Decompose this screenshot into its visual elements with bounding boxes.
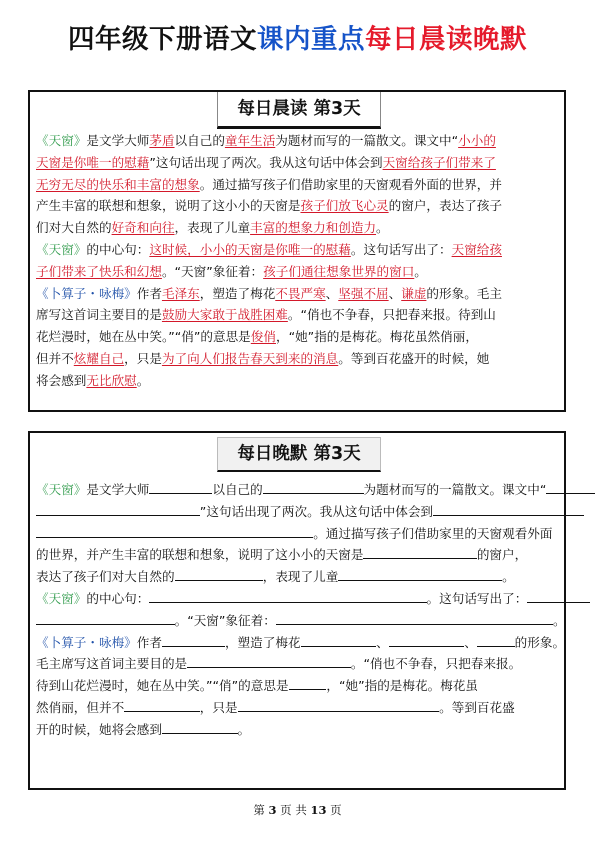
evening-text (36, 479, 566, 741)
text-segment: 。等到百花盛 (439, 699, 515, 715)
answer-highlight: 子们带来了快乐和幻想 (36, 263, 162, 279)
text-line (36, 174, 558, 196)
title-part-2: 课内重点 (257, 24, 365, 55)
text-segment: 。 (553, 612, 566, 628)
text-segment: ，表现了儿童 (174, 220, 251, 236)
text-segment: ”这句话出现了两次。我从这句话中体会到 (199, 503, 434, 519)
text-title-green: 《天窗》 (36, 133, 87, 148)
text-line (36, 326, 558, 348)
fill-in-blank[interactable] (338, 566, 502, 581)
text-title-blue: 《卜算子・咏梅》 (36, 285, 137, 301)
text-segment: 席写这首词主要目的是 (36, 307, 162, 323)
answer-highlight: 童年生活 (224, 133, 276, 148)
text-segment: 毛主席写这首词主要目的是 (36, 656, 188, 672)
text-line (36, 501, 558, 523)
footer-mid: 页 共 (280, 803, 307, 817)
text-segment: 以自己的 (174, 133, 225, 148)
answer-highlight: 俊俏 (250, 329, 276, 345)
text-segment: 作者 (136, 634, 162, 650)
text-segment: 以自己的 (212, 482, 263, 497)
fill-in-blank[interactable] (187, 653, 351, 668)
text-segment: 、 (464, 634, 477, 650)
fill-in-blank[interactable] (149, 479, 212, 494)
footer-suffix: 页 (330, 803, 342, 817)
answer-highlight: 无穷无尽的快乐和丰富的想象 (36, 176, 200, 192)
morning-badge: 每日晨读 第3天 (217, 92, 381, 128)
fill-in-blank[interactable] (36, 523, 313, 538)
answer-highlight: 天窗给孩子们带来了 (382, 154, 496, 170)
morning-reading-box (28, 90, 566, 412)
answer-highlight: 不畏严寒 (275, 285, 326, 301)
text-segment: 。“俏也不争春，只把春来报。 (350, 656, 522, 672)
text-segment: 的形象。毛主 (426, 285, 502, 301)
answer-highlight: 孩子们通往想象世界的窗口 (263, 263, 415, 279)
text-segment: ”这句话出现了两次。我从这句话中体会到 (149, 154, 383, 170)
text-line (36, 632, 566, 654)
text-segment: 是文学大师 (86, 482, 150, 497)
text-segment: 将会感到 (36, 372, 87, 388)
text-segment: ，塑造了梅花 (224, 634, 301, 650)
title-part-1: 四年级下册语文 (68, 24, 257, 55)
page-footer (0, 802, 595, 818)
text-line (36, 719, 558, 741)
fill-in-blank[interactable] (36, 501, 200, 516)
text-segment: 表达了孩子们对大自然的 (36, 569, 175, 585)
text-line (36, 544, 558, 566)
text-segment: ，只是 (124, 350, 162, 366)
text-line (36, 304, 558, 326)
text-segment: 。“天窗”象征着： (174, 612, 276, 628)
answer-highlight: 好奇和向往 (111, 220, 175, 236)
text-line (36, 283, 558, 305)
fill-in-blank[interactable] (124, 697, 200, 712)
answer-highlight: 这时候，小小的天窗是你唯一的慰藉 (149, 241, 351, 257)
morning-head (30, 92, 564, 128)
answer-highlight: 炫耀自己 (73, 350, 125, 366)
answer-highlight: 天窗给孩 (451, 241, 502, 257)
answer-highlight: 孩子们放飞心灵 (300, 198, 389, 214)
text-segment: 、 (325, 285, 339, 301)
text-segment: ，只是 (199, 699, 238, 715)
text-line (36, 610, 566, 632)
text-title-green: 《天窗》 (36, 482, 87, 497)
text-segment: 的窗户， (476, 547, 528, 563)
fill-in-blank[interactable] (389, 632, 465, 647)
text-segment: 。通过描写孩子们借助家里的天窗观看外面 (313, 525, 553, 541)
fill-in-blank[interactable] (433, 501, 584, 516)
text-title-green: 《天窗》 (36, 241, 87, 257)
answer-highlight: 谦虚 (401, 285, 427, 301)
morning-text (36, 130, 558, 392)
answer-highlight: 坚强不屈 (338, 285, 389, 301)
text-segment: 。 (136, 372, 150, 388)
text-segment: 但并不 (36, 350, 74, 366)
fill-in-blank[interactable] (36, 610, 175, 625)
text-segment: ，“她”指的是梅花。梅花虽 (326, 678, 478, 694)
fill-in-blank[interactable] (477, 632, 515, 647)
text-segment: ，表现了儿童 (262, 569, 339, 585)
text-line (36, 566, 558, 588)
text-segment: 开的时候，她将会感到 (36, 721, 162, 737)
fill-in-blank[interactable] (546, 479, 595, 494)
text-segment: 为题材而写的一篇散文。课文中“ (363, 482, 547, 497)
text-segment: 的形象。 (514, 634, 566, 650)
evening-head (30, 433, 564, 469)
fill-in-blank[interactable] (149, 588, 426, 603)
answer-highlight: 无比欣慰 (86, 372, 137, 388)
text-segment: 。 (414, 263, 427, 279)
footer-prefix: 第 (253, 803, 265, 817)
text-segment: 的窗户，表达了孩子 (388, 198, 502, 214)
text-segment: 们对大自然的 (36, 220, 112, 236)
fill-in-blank[interactable] (527, 588, 590, 603)
fill-in-blank[interactable] (162, 632, 225, 647)
text-segment: 的中心句： (86, 590, 150, 606)
text-segment: 。“俏也不争春，只把春来报。待到山 (287, 307, 496, 323)
text-segment: 是文学大师 (86, 133, 150, 148)
text-line (36, 130, 558, 152)
text-segment: 。这句话写出了： (426, 590, 528, 606)
fill-in-blank[interactable] (363, 544, 476, 559)
text-segment: 的中心句： (86, 241, 150, 257)
text-title-blue: 《卜算子・咏梅》 (36, 634, 137, 650)
answer-highlight: 天窗是你唯一的慰藉 (36, 154, 150, 170)
text-line (36, 653, 558, 675)
evening-badge: 每日晚默 第3天 (217, 437, 381, 472)
text-line (36, 675, 558, 697)
text-line (36, 239, 558, 261)
answer-highlight: 茅盾 (149, 133, 175, 148)
fill-in-blank[interactable] (175, 566, 263, 581)
text-segment: 然俏丽，但并不 (36, 699, 125, 715)
page-number: 3 (268, 803, 277, 817)
fill-in-blank[interactable] (263, 479, 364, 494)
text-segment: 。这句话写出了： (350, 241, 452, 257)
fill-in-blank[interactable] (238, 697, 440, 712)
answer-highlight: 毛泽东 (161, 285, 200, 301)
text-segment: 为题材而写的一篇散文。课文中“ (275, 133, 459, 148)
text-line (36, 195, 558, 217)
text-line (36, 348, 558, 370)
text-line (36, 261, 558, 283)
text-segment: 待到山花烂漫时，她在丛中笑。”“俏”的意思是 (36, 678, 289, 694)
text-line (36, 152, 558, 174)
text-line (36, 370, 558, 392)
fill-in-blank[interactable] (162, 719, 238, 734)
text-segment: 。 (376, 220, 389, 236)
text-segment: 。“天窗”象征着： (161, 263, 264, 279)
text-line (36, 217, 558, 239)
text-segment: 。通过描写孩子们借助家里的天窗观看外面的世界，并 (199, 176, 502, 192)
text-line (36, 523, 558, 545)
text-segment: ，塑造了梅花 (199, 285, 276, 301)
answer-highlight: 为了向人们报告春天到来的消息 (161, 350, 339, 366)
text-segment: 的世界，并产生丰富的联想和想象，说明了这小小的天窗是 (36, 547, 364, 563)
fill-in-blank[interactable] (301, 632, 377, 647)
answer-highlight: 小小的 (458, 133, 496, 148)
text-segment: 。 (237, 721, 251, 737)
title-part-3: 每日晨读晚默 (365, 24, 527, 55)
text-line (36, 479, 558, 501)
text-line (36, 588, 558, 610)
answer-highlight: 鼓励大家敢于战胜困难 (161, 307, 288, 323)
total-pages: 13 (310, 803, 327, 817)
text-segment: 、 (376, 634, 389, 650)
answer-highlight: 丰富的想象力和创造力 (250, 220, 377, 236)
evening-dictation-box (28, 431, 566, 790)
text-segment: 。 (502, 569, 515, 585)
text-segment: 。等到百花盛开的时候，她 (338, 350, 490, 366)
text-segment: ，“她”指的是梅花。梅花虽然俏丽， (275, 329, 478, 345)
text-segment: 花烂漫时，她在丛中笑。”“俏”的意思是 (36, 329, 251, 345)
text-title-green: 《天窗》 (36, 590, 87, 606)
page-title (0, 20, 595, 60)
text-line (36, 697, 558, 719)
fill-in-blank[interactable] (276, 610, 553, 625)
text-segment: 作者 (136, 285, 162, 301)
text-segment: 、 (388, 285, 402, 301)
fill-in-blank[interactable] (289, 675, 327, 690)
text-segment: 产生丰富的联想和想象，说明了这小小的天窗是 (36, 198, 301, 214)
